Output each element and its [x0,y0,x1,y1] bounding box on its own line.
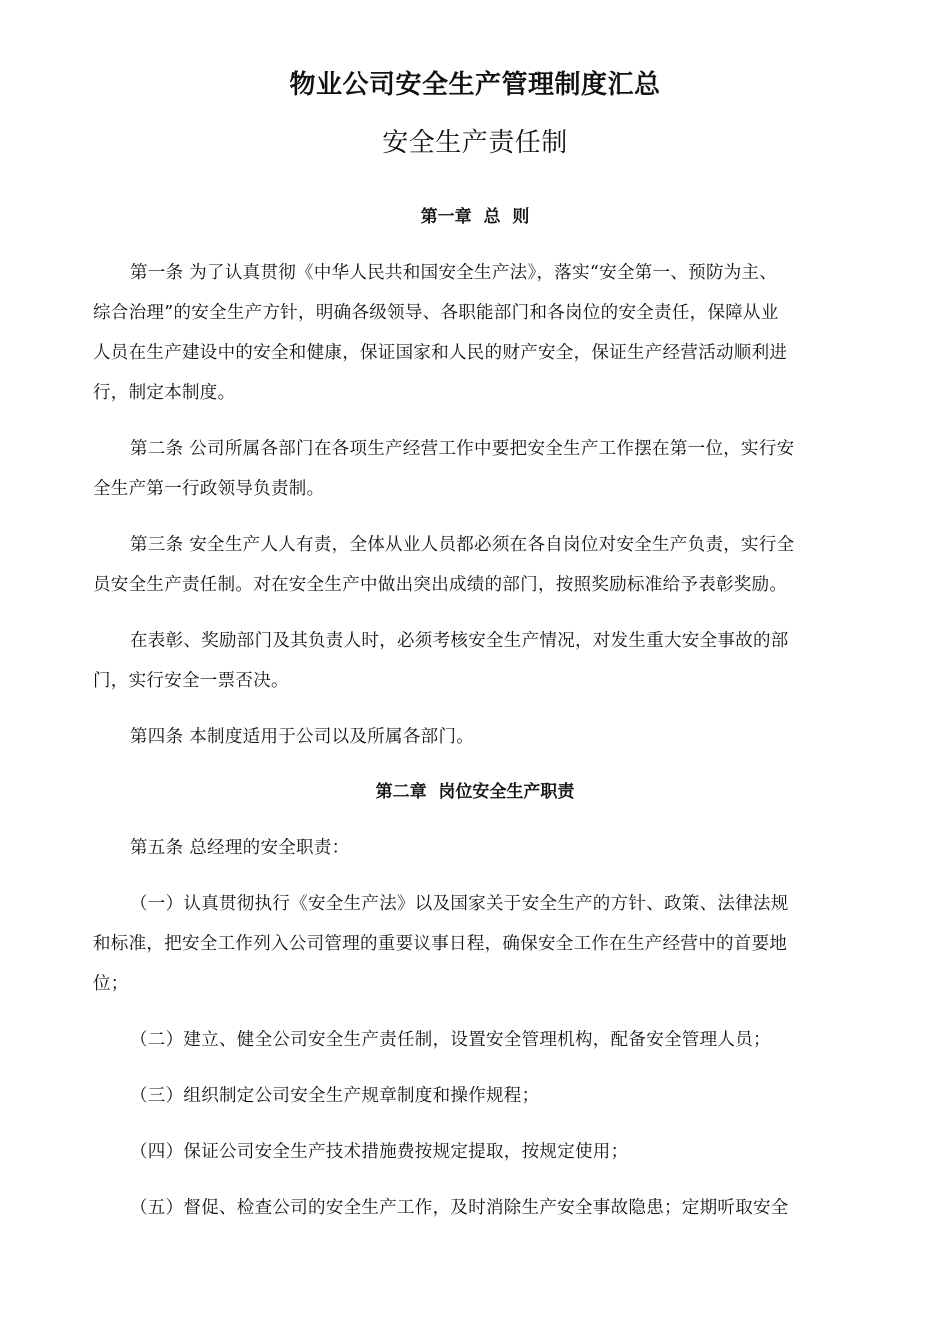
duty-item-5: （五）督促、检查公司的安全生产工作，及时消除生产安全事故隐患；定期听取安全 [130,1198,789,1218]
document-title: 物业公司安全生产管理制度汇总 [289,70,661,100]
article-3b-line-2: 门，实行安全一票否决。 [93,671,289,691]
article-3b-line-1: 在表彰、奖励部门及其负责人时，必须考核安全生产情况，对发生重大安全事故的部 [130,631,789,651]
duty-item-2: （二）建立、健全公司安全生产责任制，设置安全管理机构，配备安全管理人员； [130,1030,771,1050]
duty-item-1-line-1: （一）认真贯彻执行《安全生产法》以及国家关于安全生产的方针、政策、法律法规 [130,894,789,914]
article-4: 第四条 本制度适用于公司以及所属各部门。 [130,727,475,747]
article-2-line-1: 第二条 公司所属各部门在各项生产经营工作中要把安全生产工作摆在第一位，实行安 [130,439,795,459]
document-subtitle: 安全生产责任制 [382,128,568,158]
duty-item-1-line-2: 和标准，把安全工作列入公司管理的重要议事日程，确保安全工作在生产经营中的首要地 [93,934,788,954]
duty-item-3: （三）组织制定公司安全生产规章制度和操作规程； [130,1086,540,1106]
article-1-line-2: 综合治理”的安全生产方针，明确各级领导、各职能部门和各岗位的安全责任，保障从业 [93,303,779,323]
duty-item-1-line-3: 位； [93,974,129,994]
article-1-line-4: 行，制定本制度。 [93,383,236,403]
chapter-heading-1: 第一章 总 则 [420,207,530,227]
article-2-line-2: 全生产第一行政领导负责制。 [93,479,325,499]
article-1-line-1: 第一条 为了认真贯彻《中华人民共和国安全生产法》，落实“安全第一、预防为主、 [130,263,778,283]
duty-item-4: （四）保证公司安全生产技术措施费按规定提取，按规定使用； [130,1142,629,1162]
article-1-line-3: 人员在生产建设中的安全和健康，保证国家和人民的财产安全，保证生产经营活动顺利进 [93,343,788,363]
chapter-heading-2: 第二章 岗位安全生产职责 [375,782,575,802]
article-3-line-2: 员安全生产责任制。对在安全生产中做出突出成绩的部门，按照奖励标准给予表彰奖励。 [93,575,788,595]
article-3-line-1: 第三条 安全生产人人有责，全体从业人员都必须在各自岗位对安全生产负责，实行全 [130,535,795,555]
article-5: 第五条 总经理的安全职责： [130,838,350,858]
